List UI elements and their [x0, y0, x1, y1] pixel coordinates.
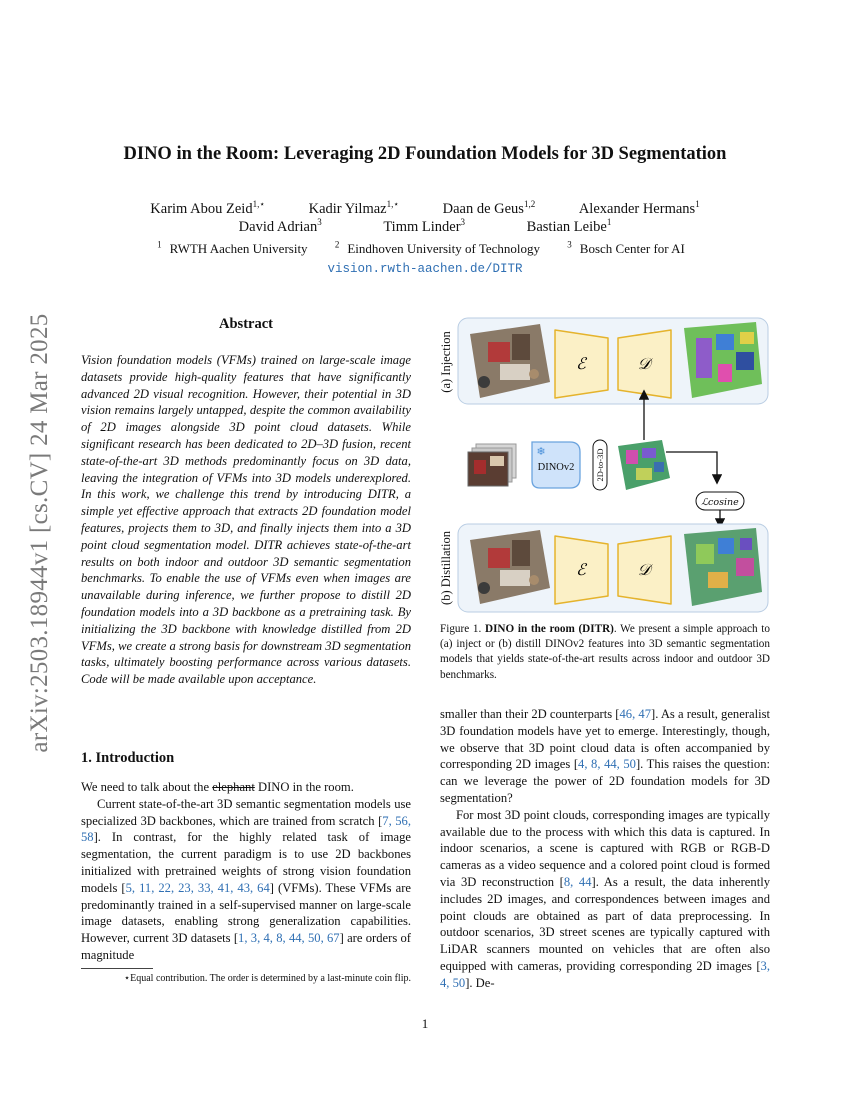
author: Karim Abou Zeid$^{1,⋆}$	[150, 199, 265, 217]
decoder-symbol-a: 𝒟	[637, 354, 651, 373]
citation-link[interactable]: 5, 11, 22, 23, 33, 41, 43, 64	[125, 880, 270, 895]
author: Alexander Hermans$^1$	[578, 199, 700, 217]
encoder-symbol-a: ℰ	[576, 354, 586, 373]
author: Daan de Geus$^{1,2}$	[442, 199, 536, 217]
decoder-symbol-b: 𝒟	[637, 560, 651, 579]
affiliation: $^3$ Bosch Center for AI	[567, 240, 685, 257]
author: Bastian Leibe$^1$	[526, 217, 612, 235]
body-paragraph: For most 3D point clouds, corresponding images are typically available due to the process with which this data is captured. In indoor scenarios, a scene is captured with RGB or RGB-D cameras as a video sequence and a colored point cloud is formed via 3D reconstruction [8, 44]. As a result, the data inherently includes 2D images, and correspondences between images and point clouds are obtained as part of data preprocessing. In outdoor scenarios, 3D street scenes are typically captured with LiDAR scanners mounted on vehicles that are often also equipped with cameras, providing corresponding 2D images [3, 4, 50]. De-	[440, 807, 770, 990]
intro-paragraph: We need to talk about the elephant DINO in the room.	[81, 780, 354, 794]
citation-link[interactable]: 3, 4, 50	[440, 958, 770, 990]
page-number: 1	[421, 1016, 429, 1031]
paper-title: DINO in the Room: Leveraging 2D Foundation Models for 3D Segmentation	[123, 144, 727, 164]
figure-caption: Figure 1. DINO in the room (DITR). We present a simple approach to (a) inject or (b) distill DINOv2 features into 3D semantic segmentation models that yields state-of-the-art results across indoor and outdoor 3D benchmarks.	[440, 623, 771, 681]
dino-label: DINOv2	[537, 462, 575, 473]
citation-link[interactable]: 1, 3, 4, 8, 44, 50, 67	[238, 931, 340, 946]
right-column-text	[440, 706, 770, 992]
cosine-arrow	[666, 452, 717, 482]
cosine-loss-label: ℒcosine	[701, 497, 739, 508]
affiliation: $^1$ RWTH Aachen University	[157, 240, 308, 257]
citation-link[interactable]: 4, 8, 44, 50	[578, 757, 636, 772]
author: David Adrian$^3$	[238, 217, 322, 235]
author: Timm Linder$^3$	[383, 217, 466, 235]
abstract-heading: Abstract	[219, 316, 273, 332]
citation-link[interactable]: 46, 47	[619, 707, 652, 721]
authors-row-2	[0, 217, 850, 236]
snowflake-icon: ❄	[536, 445, 546, 458]
intro-text	[81, 779, 411, 964]
projected-3d-features	[618, 440, 670, 490]
footnote-rule	[81, 968, 153, 969]
injection-label: (a) Injection	[440, 331, 453, 393]
section-heading-introduction: 1. Introduction	[81, 750, 175, 766]
figure-1	[440, 312, 772, 618]
encoder-symbol-b: ℰ	[576, 560, 586, 579]
distillation-label: (b) Distillation	[440, 531, 453, 605]
input-images	[468, 444, 516, 486]
footnote: ⋆Equal contribution. The order is determined by a last-minute coin flip.	[123, 973, 411, 984]
citation-link[interactable]: 8, 44	[563, 874, 592, 889]
intro-paragraph: Current state-of-the-art 3D semantic segmentation models use specialized 3D backbones, which are trained from scratch [7, 56, 58]. In contrast, for the highly related task of image segmentation, the current paradigm is to use 2D backbones initialized with pretrained weights of strong vision foundation models [5, 11, 22, 23, 33, 41, 43, 64] (VFMs). These VFMs are predominantly trained in a self-supervised manner on large-scale image datasets, enabling strong generalization capabilities. However, current 3D datasets [1, 3, 4, 8, 44, 50, 67] are orders of magnitude	[81, 796, 411, 962]
body-paragraph: smaller than their 2D counterparts [46, 47]. As a result, generalist 3D foundation models have yet to emerge. Interestingly, though, we observe that 3D point cloud data is often accompanied by corresponding 2D images [4, 8, 44, 50]. This raises the question: can we leverage the power of 2D foundation models for 3D segmentation?	[440, 707, 771, 805]
distilled-features-b	[684, 528, 762, 606]
arxiv-stamp	[20, 283, 60, 783]
abstract-text: Vision foundation models (VFMs) trained on large-scale image datasets provide high-quality features that have significantly advanced 2D visual recognition. However, their potential in 3D vision remains largely untapped, despite the common availability of 2D images alongside 3D point cloud datasets. While significant research has been dedicated to 2D–3D fusion, recent state-of-the-art 3D methods predominantly focus on 3D data, leaving the integration of VFMs into 3D models underexplored. In this work, we challenge this trend by introducing DITR, a simple yet effective approach that extracts 2D foundation model features, projects them to 3D, and finally injects them into a 3D point cloud segmentation model. DITR achieves state-of-the-art results on both indoor and outdoor 3D semantic segmentation benchmarks. To enable the use of VFMs even when images are unavailable during inference, we further propose to distill 2D foundation models into a 3D backbone as a pretraining task. By initializing the 3D backbone with knowledge distilled from 2D VFMs, we create a strong basis for downstream 3D segmentation tasks, ultimately boosting performance across various datasets. Code will be made available upon acceptance.	[81, 353, 411, 687]
author: Kadir Yilmaz$^{1,⋆}$	[308, 199, 399, 217]
affiliation: $^2$ Eindhoven University of Technology	[334, 240, 541, 257]
projection-label: 2D-to-3D	[595, 448, 605, 482]
project-url[interactable]: vision.rwth-aachen.de/DITR	[327, 262, 523, 276]
affiliations	[0, 240, 850, 257]
citation-link[interactable]: 7, 56, 58	[81, 813, 411, 845]
authors-row-1	[0, 199, 850, 218]
arxiv-stamp-text: arXiv:2503.18944v1 [cs.CV] 24 Mar 2025	[26, 313, 53, 753]
